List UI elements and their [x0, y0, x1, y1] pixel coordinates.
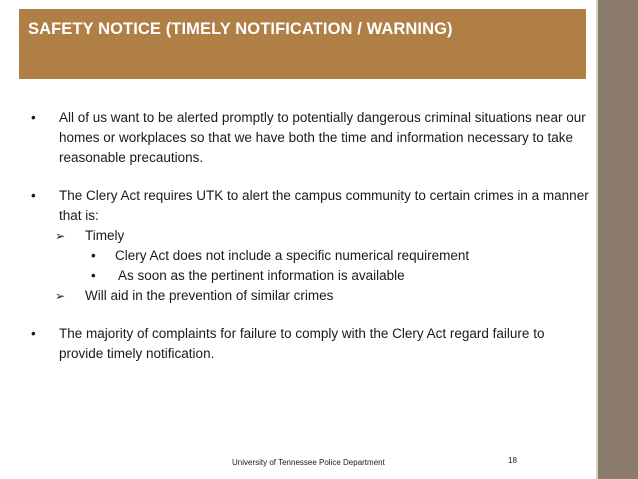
- bullet-mark: •: [31, 326, 36, 341]
- slide-title: SAFETY NOTICE (TIMELY NOTIFICATION / WARNING): [28, 20, 453, 38]
- sub-bullet-text: Will aid in the prevention of similar crimes: [85, 288, 334, 303]
- title-banner: [19, 9, 586, 79]
- side-bar: [598, 0, 638, 479]
- bullet-text: All of us want to be alerted promptly to potentially dangerous criminal situations near our homes or workplaces so that we have both the time and information necessary to take reasonable precautions.: [59, 110, 586, 165]
- subsub-bullet-numerical: [91, 246, 591, 266]
- bullet-mark: •: [31, 110, 36, 125]
- bullet-mark: •: [31, 188, 36, 203]
- subsub-bullet-text: As soon as the pertinent information is available: [115, 268, 405, 283]
- bullet-mark: •: [91, 248, 96, 263]
- page-number: 18: [508, 456, 517, 465]
- arrow-bullet-icon: ➢: [55, 229, 66, 243]
- bullet-complaints: [31, 324, 591, 364]
- bullet-text: The Clery Act requires UTK to alert the campus community to certain crimes in a manner that is:: [59, 188, 589, 223]
- sub-bullet-timely: [55, 226, 591, 246]
- sub-bullet-text: Timely: [85, 228, 125, 243]
- top-border: [0, 0, 596, 9]
- bullet-text: The majority of complaints for failure to comply with the Clery Act regard failure to provide timely notification.: [59, 326, 545, 361]
- bullet-mark: •: [91, 268, 96, 283]
- subsub-bullet-text: Clery Act does not include a specific numerical requirement: [115, 248, 470, 263]
- subsub-bullet-pertinent: [91, 266, 591, 286]
- bullet-clery-requirement: [31, 186, 591, 226]
- bullet-alerts: [31, 108, 591, 168]
- arrow-bullet-icon: ➢: [55, 289, 66, 303]
- sub-bullet-prevention: [55, 286, 591, 306]
- slide-content: [31, 108, 591, 364]
- footer-department: University of Tennessee Police Department: [232, 458, 385, 467]
